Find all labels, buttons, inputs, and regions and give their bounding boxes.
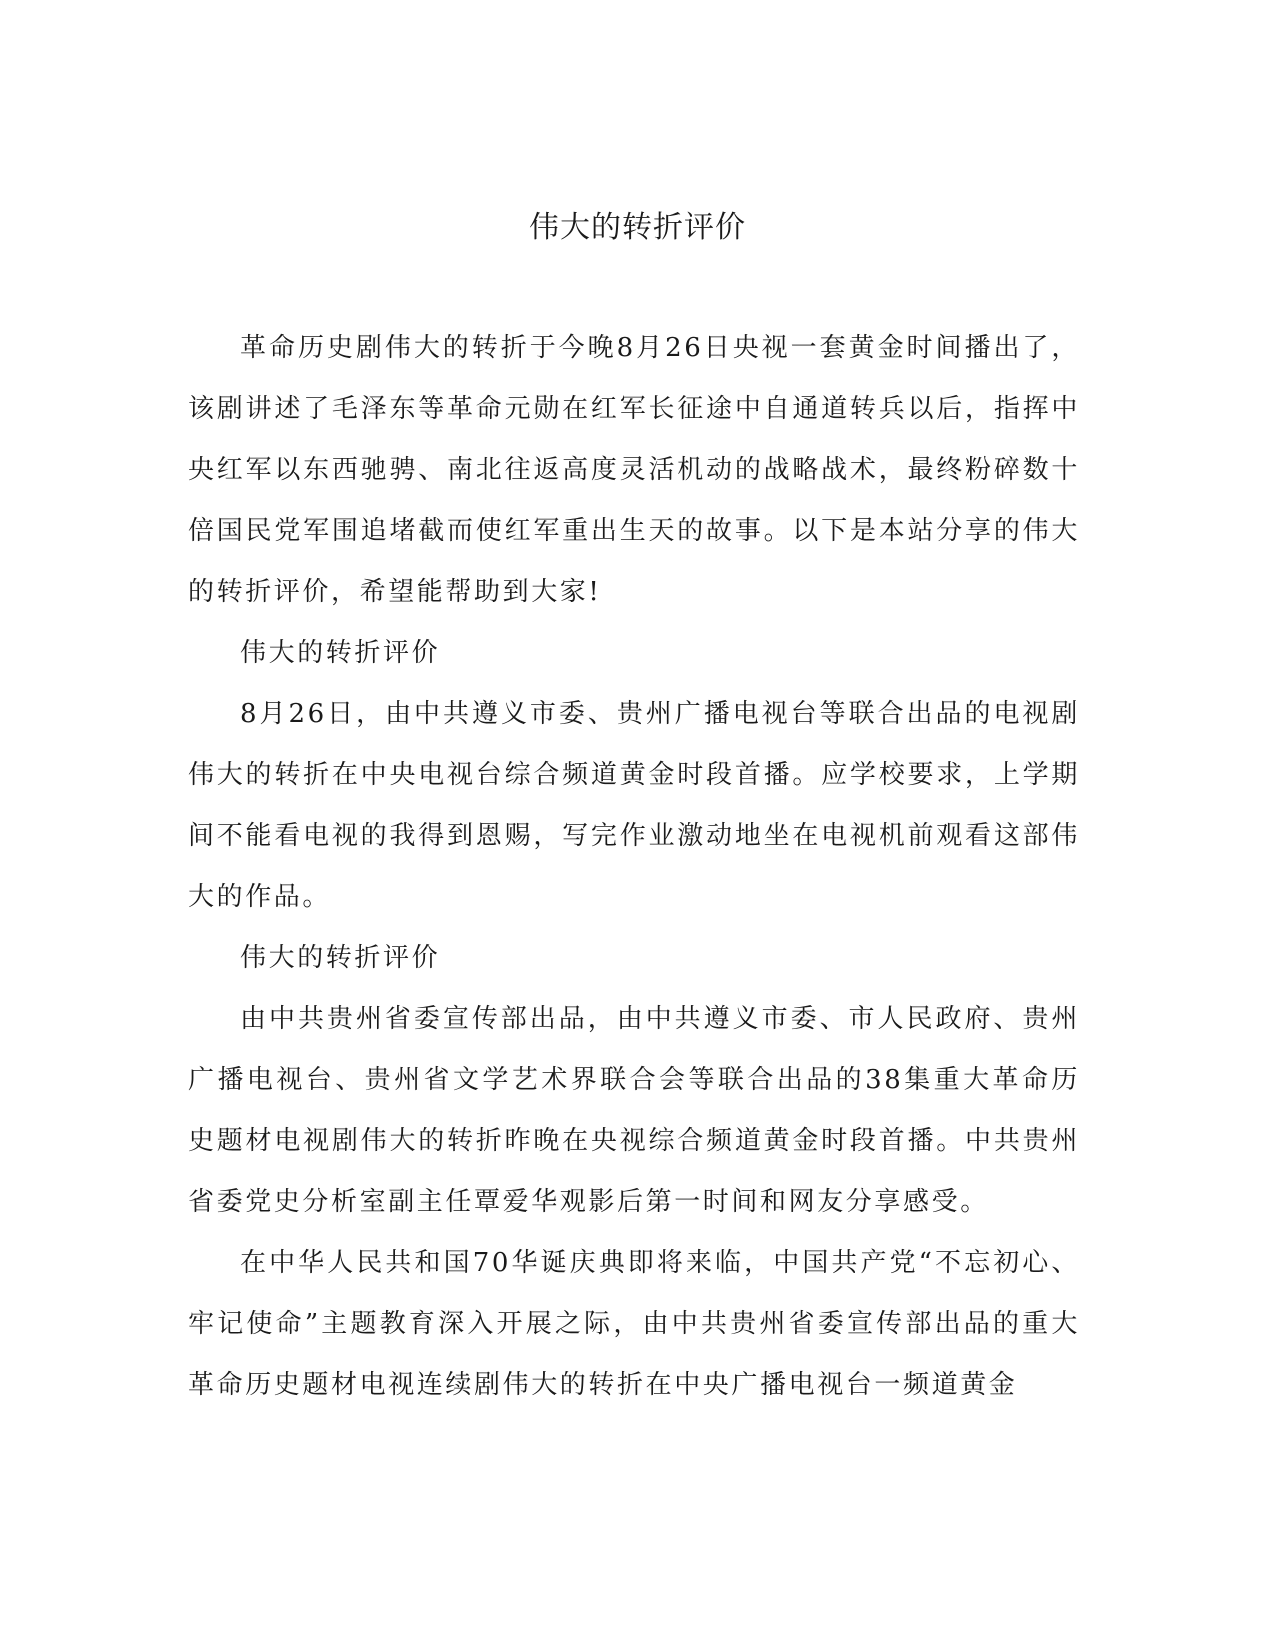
paragraph: 在中华人民共和国70华诞庆典即将来临，中国共产党“不忘初心、牢记使命”主题教育深入开展之际，由中共贵州省委宣传部出品的重大革命历史题材电视连续剧伟大的转折在中央广播电视台一频道黄金: [188, 1248, 1080, 1400]
paragraph: 8月26日，由中共遵义市委、贵州广播电视台等联合出品的电视剧伟大的转折在中央电视台综合频道黄金时段首播。应学校要求，上学期间不能看电视的我得到恩赐，写完作业激动地坐在电视机前观看这部伟大的作品。: [188, 699, 1080, 912]
section-heading: 伟大的转折评价: [240, 943, 441, 973]
document-title: 伟大的转折评价: [529, 210, 746, 245]
section-heading: 伟大的转折评价: [240, 638, 441, 668]
document-body: [188, 318, 1080, 1416]
paragraph: 由中共贵州省委宣传部出品，由中共遵义市委、市人民政府、贵州广播电视台、贵州省文学艺术界联合会等联合出品的38集重大革命历史题材电视剧伟大的转折昨晚在央视综合频道黄金时段首播。中共贵州省委党史分析室副主任覃爱华观影后第一时间和网友分享感受。: [188, 1004, 1080, 1217]
paragraph-intro: 革命历史剧伟大的转折于今晚8月26日央视一套黄金时间播出了，该剧讲述了毛泽东等革命元勋在红军长征途中自通道转兵以后，指挥中央红军以东西驰骋、南北往返高度灵活机动的战略战术，最终粉碎数十倍国民党军围追堵截而使红军重出生天的故事。以下是本站分享的伟大的转折评价，希望能帮助到大家!: [188, 333, 1080, 607]
